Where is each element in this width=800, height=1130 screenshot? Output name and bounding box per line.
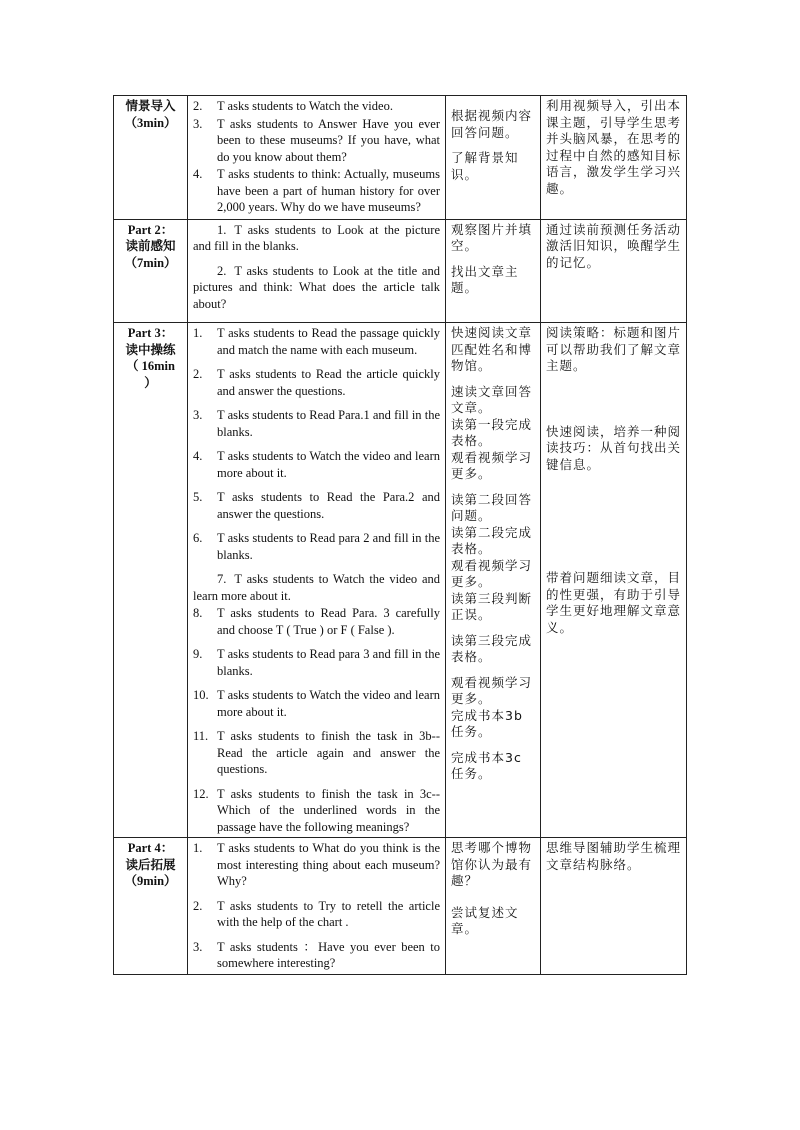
student-activity: 读第二段回答问题。	[451, 491, 533, 523]
stage-cell	[114, 96, 188, 220]
stage-time: （3min）	[124, 115, 177, 130]
student-activity: 找出文章主题。	[451, 263, 519, 295]
purpose-cell	[541, 838, 687, 975]
list-item: 1. T asks students to Look at the picture and fill in the blanks.	[193, 222, 440, 253]
stage-title: Part 4：	[127, 841, 174, 855]
list-item: 1. T asks students to Read the passage quickly and match the name with each museum.	[193, 326, 440, 357]
student-activity: 读第三段判断正误。	[451, 590, 533, 622]
stage-subtitle: 读前感知	[125, 239, 176, 253]
list-item: 7. T asks students to Watch the video and learn more about it.	[193, 572, 440, 603]
list-item: 10. T asks students to Watch the video and learn more about it.	[193, 688, 440, 719]
list-item: 6. T asks students to Read para 2 and fill in the blanks.	[193, 531, 440, 562]
student-activity: 思考哪个博物馆你认为最有趣？	[451, 840, 533, 888]
student-activity: 完成书本3b任务。	[451, 707, 523, 739]
student-activity: 根据视频内容回答问题。	[451, 108, 533, 140]
design-purpose: 快速阅读，培养一种阅读技巧：从首句找出关键信息。	[546, 423, 682, 472]
stage-title: 情景导入	[125, 99, 176, 113]
design-purpose: 阅读策略：标题和图片可以帮助我们了解文章主题。	[546, 325, 682, 373]
stage-cell	[114, 323, 188, 838]
student-activity: 读第二段完成表格。	[451, 524, 533, 556]
list-item: 3. T asks students to Answer Have you ever been to these museums? If you have, what do you know about them?	[193, 116, 440, 164]
list-item: 3. T asks students to Read Para.1 and fill in the blanks.	[193, 408, 440, 439]
student-activity: 完成书本3c任务。	[451, 749, 522, 781]
design-purpose: 利用视频导入，引出本课主题，引导学生思考并头脑风暴，在思考的过程中自然的感知目标语言，激发学生学习兴趣。	[546, 98, 682, 196]
student-activity: 速读文章回答文章。	[451, 383, 533, 415]
list-item: 5. T asks students to Read the Para.2 and answer the questions.	[193, 490, 440, 521]
list-item: 8. T asks students to Read Para. 3 carefully and choose T ( True ) or F ( False ).	[193, 606, 440, 637]
student-activity-cell	[446, 96, 541, 220]
stage-time: （7min）	[124, 255, 177, 270]
stage-time: （ 16min	[126, 359, 175, 373]
teacher-activity-cell	[188, 838, 446, 975]
purpose-cell	[541, 219, 687, 323]
teacher-activity-cell	[188, 323, 446, 838]
list-item: 4. T asks students to think: Actually, museums have been a part of human history for over 2,000 years. Why do we have museums?	[193, 167, 440, 214]
list-item: 1. T asks students to What do you think is the most interesting thing about each museum? Why?	[193, 841, 440, 888]
stage-subtitle: 读中操练	[125, 342, 176, 357]
teacher-activity-cell	[188, 219, 446, 323]
stage-title: Part 3：	[127, 326, 174, 340]
design-purpose: 思维导图辅助学生梳理文章结构脉络。	[546, 840, 682, 872]
student-activity: 读第一段完成表格。	[451, 416, 533, 448]
list-item: 12. T asks students to finish the task in 3c-- Which of the underlined words in the passage have the following meanings?	[193, 786, 440, 834]
list-item: 11. T asks students to finish the task in 3b-- Read the article again and answer the questions.	[193, 729, 440, 776]
list-item: 2. T asks students to Read the article quickly and answer the questions.	[193, 367, 440, 398]
table-row	[114, 219, 687, 323]
stage-cell	[114, 838, 188, 975]
student-activity: 快速阅读文章匹配姓名和博物馆。	[451, 325, 533, 373]
table-row	[114, 838, 687, 975]
student-activity: 读第三段完成表格。	[451, 632, 533, 664]
stage-time-close: ）	[144, 375, 157, 390]
student-activity: 观察图片并填空。	[451, 221, 533, 253]
list-item: 4. T asks students to Watch the video and learn more about it.	[193, 449, 440, 480]
list-item: 2. T asks students to Watch the video.	[193, 99, 393, 113]
stage-cell	[114, 219, 188, 323]
purpose-cell	[541, 96, 687, 220]
table-row	[114, 323, 687, 838]
stage-title: Part 2：	[127, 222, 174, 237]
student-activity-cell	[446, 323, 541, 838]
student-activity: 观看视频学习更多。	[451, 674, 533, 706]
list-item: 9. T asks students to Read para 3 and fill in the blanks.	[193, 647, 440, 678]
teacher-activity-cell	[188, 96, 446, 220]
design-purpose: 通过读前预测任务活动激活旧知识，唤醒学生的记忆。	[546, 221, 682, 270]
stage-time: （9min）	[124, 874, 177, 888]
student-activity: 了解背景知识。	[451, 150, 519, 182]
student-activity: 尝试复述文章。	[451, 904, 519, 936]
table-row	[114, 96, 687, 220]
stage-subtitle: 读后拓展	[125, 857, 176, 872]
student-activity: 观看视频学习更多。	[451, 449, 533, 481]
purpose-cell	[541, 323, 687, 838]
list-item: 2. T asks students to Look at the title and pictures and think: What does the article talk about?	[193, 263, 440, 311]
student-activity: 观看视频学习更多。	[451, 557, 533, 589]
design-purpose: 带着问题细读文章，目的性更强，有助于引导学生更好地理解文章意义。	[546, 570, 682, 635]
list-item: 3. T asks students ：Have you ever been to somewhere interesting?	[193, 939, 440, 970]
student-activity-cell	[446, 838, 541, 975]
student-activity-cell	[446, 219, 541, 323]
lesson-plan-table	[113, 95, 687, 975]
list-item: 2. T asks students to Try to retell the article with the help of the chart .	[193, 898, 440, 929]
